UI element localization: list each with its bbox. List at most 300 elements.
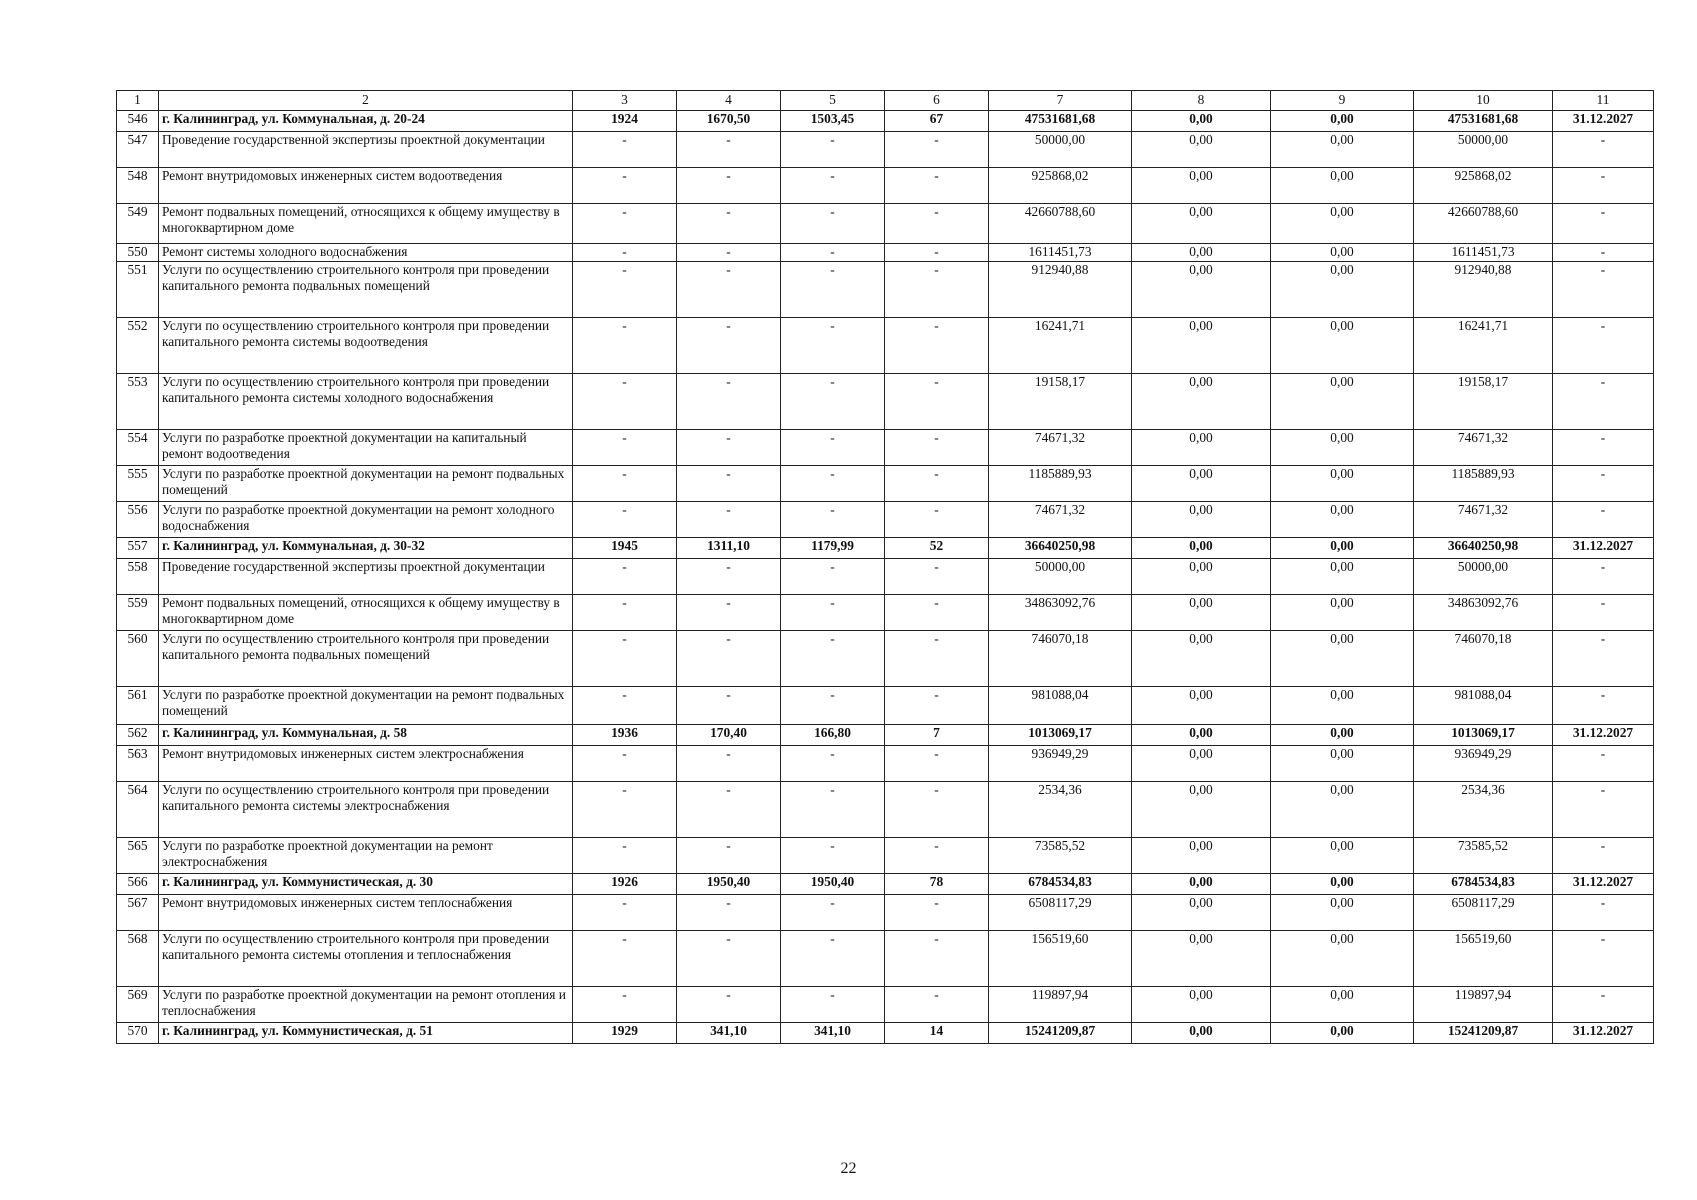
cell-c7: 119897,94	[989, 987, 1132, 1023]
row-name: Проведение государственной экспертизы проектной документации	[159, 559, 573, 595]
cell-c9: 0,00	[1271, 111, 1414, 132]
row-number: 568	[117, 931, 159, 987]
cell-c11: -	[1553, 931, 1654, 987]
cell-c4: -	[677, 132, 781, 168]
cell-c6: -	[885, 838, 989, 874]
cell-c10: 119897,94	[1414, 987, 1553, 1023]
row-number: 559	[117, 595, 159, 631]
cell-c5: -	[781, 782, 885, 838]
row-number: 549	[117, 204, 159, 244]
cell-c9: 0,00	[1271, 318, 1414, 374]
cell-c4: -	[677, 466, 781, 502]
cell-c11: -	[1553, 987, 1654, 1023]
cell-c4: -	[677, 430, 781, 466]
cell-c7: 912940,88	[989, 262, 1132, 318]
row-name: г. Калининград, ул. Коммунальная, д. 30-32	[159, 538, 573, 559]
cell-c10: 925868,02	[1414, 168, 1553, 204]
cell-c5: -	[781, 559, 885, 595]
row-name: Ремонт внутридомовых инженерных систем электроснабжения	[159, 746, 573, 782]
row-name: Ремонт подвальных помещений, относящихся к общему имуществу в многоквартирном доме	[159, 595, 573, 631]
cell-c11: -	[1553, 318, 1654, 374]
cell-c7: 15241209,87	[989, 1023, 1132, 1044]
column-number-row	[117, 91, 1654, 111]
cell-c3: -	[573, 168, 677, 204]
cell-c6: -	[885, 318, 989, 374]
cell-c9: 0,00	[1271, 502, 1414, 538]
cell-c8: 0,00	[1132, 782, 1271, 838]
col-header: 1	[117, 91, 159, 111]
cell-c4: -	[677, 168, 781, 204]
cell-c6: -	[885, 559, 989, 595]
cell-c11: 31.12.2027	[1553, 1023, 1654, 1044]
cell-c3: -	[573, 631, 677, 687]
cell-c6: -	[885, 204, 989, 244]
cell-c6: -	[885, 262, 989, 318]
cell-c7: 42660788,60	[989, 204, 1132, 244]
cell-c9: 0,00	[1271, 987, 1414, 1023]
cell-c5: 1503,45	[781, 111, 885, 132]
table-row	[117, 430, 1654, 466]
cell-c9: 0,00	[1271, 631, 1414, 687]
cell-c6: 67	[885, 111, 989, 132]
row-number: 564	[117, 782, 159, 838]
row-number: 550	[117, 244, 159, 262]
cell-c7: 50000,00	[989, 559, 1132, 595]
cell-c6: -	[885, 430, 989, 466]
cell-c3: -	[573, 746, 677, 782]
cell-c5: -	[781, 262, 885, 318]
cell-c11: -	[1553, 132, 1654, 168]
cell-c9: 0,00	[1271, 595, 1414, 631]
cell-c7: 19158,17	[989, 374, 1132, 430]
cell-c5: -	[781, 895, 885, 931]
table-row	[117, 132, 1654, 168]
row-number: 557	[117, 538, 159, 559]
cell-c6: 7	[885, 725, 989, 746]
table-row	[117, 987, 1654, 1023]
cell-c4: -	[677, 244, 781, 262]
row-number: 560	[117, 631, 159, 687]
row-name: Ремонт системы холодного водоснабжения	[159, 244, 573, 262]
cell-c4: -	[677, 204, 781, 244]
cell-c10: 936949,29	[1414, 746, 1553, 782]
cell-c11: -	[1553, 502, 1654, 538]
row-name: г. Калининград, ул. Коммунальная, д. 20-24	[159, 111, 573, 132]
cell-c11: -	[1553, 430, 1654, 466]
row-name: Услуги по осуществлению строительного контроля при проведении капитального ремонта системы холодного водоснабжения	[159, 374, 573, 430]
table-row	[117, 318, 1654, 374]
cell-c7: 16241,71	[989, 318, 1132, 374]
cell-c6: -	[885, 595, 989, 631]
cell-c5: -	[781, 244, 885, 262]
cell-c8: 0,00	[1132, 111, 1271, 132]
row-number: 565	[117, 838, 159, 874]
row-number: 567	[117, 895, 159, 931]
cell-c3: -	[573, 931, 677, 987]
row-name: Услуги по разработке проектной документации на ремонт подвальных помещений	[159, 687, 573, 725]
table-row	[117, 168, 1654, 204]
cell-c4: -	[677, 987, 781, 1023]
cell-c5: -	[781, 595, 885, 631]
cell-c4: -	[677, 782, 781, 838]
cell-c4: -	[677, 318, 781, 374]
cell-c3: 1926	[573, 874, 677, 895]
row-name: Услуги по осуществлению строительного контроля при проведении капитального ремонта системы отопления и теплоснабжения	[159, 931, 573, 987]
col-header: 11	[1553, 91, 1654, 111]
cell-c3: -	[573, 687, 677, 725]
cell-c5: -	[781, 204, 885, 244]
cell-c10: 2534,36	[1414, 782, 1553, 838]
table-row-address	[117, 111, 1654, 132]
table-row	[117, 262, 1654, 318]
cell-c10: 981088,04	[1414, 687, 1553, 725]
cell-c4: 170,40	[677, 725, 781, 746]
cell-c9: 0,00	[1271, 466, 1414, 502]
row-name: г. Калининград, ул. Коммунистическая, д. 51	[159, 1023, 573, 1044]
cell-c10: 19158,17	[1414, 374, 1553, 430]
table-row-address	[117, 538, 1654, 559]
table-row-address	[117, 874, 1654, 895]
table-row	[117, 782, 1654, 838]
cell-c10: 912940,88	[1414, 262, 1553, 318]
cell-c3: -	[573, 430, 677, 466]
row-name: Проведение государственной экспертизы проектной документации	[159, 132, 573, 168]
cell-c4: -	[677, 687, 781, 725]
cell-c8: 0,00	[1132, 262, 1271, 318]
cell-c9: 0,00	[1271, 262, 1414, 318]
row-number: 569	[117, 987, 159, 1023]
row-number: 547	[117, 132, 159, 168]
cell-c9: 0,00	[1271, 559, 1414, 595]
row-name: Услуги по разработке проектной документации на ремонт подвальных помещений	[159, 466, 573, 502]
row-name: Ремонт внутридомовых инженерных систем теплоснабжения	[159, 895, 573, 931]
cell-c10: 1611451,73	[1414, 244, 1553, 262]
cell-c10: 42660788,60	[1414, 204, 1553, 244]
cell-c11: -	[1553, 374, 1654, 430]
cell-c6: -	[885, 895, 989, 931]
cell-c9: 0,00	[1271, 244, 1414, 262]
cell-c11: -	[1553, 204, 1654, 244]
cell-c11: -	[1553, 466, 1654, 502]
cell-c11: 31.12.2027	[1553, 725, 1654, 746]
cell-c6: -	[885, 687, 989, 725]
cell-c5: -	[781, 318, 885, 374]
cell-c3: -	[573, 318, 677, 374]
cell-c8: 0,00	[1132, 538, 1271, 559]
table-row	[117, 746, 1654, 782]
cell-c11: -	[1553, 262, 1654, 318]
cell-c5: -	[781, 168, 885, 204]
cell-c7: 936949,29	[989, 746, 1132, 782]
table-row	[117, 204, 1654, 244]
cell-c9: 0,00	[1271, 1023, 1414, 1044]
row-name: Услуги по осуществлению строительного контроля при проведении капитального ремонта подвальных помещений	[159, 262, 573, 318]
row-number: 551	[117, 262, 159, 318]
cell-c7: 6508117,29	[989, 895, 1132, 931]
cell-c3: -	[573, 838, 677, 874]
cell-c11: 31.12.2027	[1553, 538, 1654, 559]
cell-c4: 1311,10	[677, 538, 781, 559]
cell-c9: 0,00	[1271, 204, 1414, 244]
cell-c5: 166,80	[781, 725, 885, 746]
cell-c4: -	[677, 595, 781, 631]
cell-c3: 1929	[573, 1023, 677, 1044]
cell-c3: -	[573, 132, 677, 168]
cell-c7: 2534,36	[989, 782, 1132, 838]
cell-c10: 16241,71	[1414, 318, 1553, 374]
cell-c8: 0,00	[1132, 931, 1271, 987]
cell-c7: 47531681,68	[989, 111, 1132, 132]
cell-c8: 0,00	[1132, 725, 1271, 746]
cell-c3: -	[573, 987, 677, 1023]
row-number: 555	[117, 466, 159, 502]
col-header: 8	[1132, 91, 1271, 111]
cell-c11: -	[1553, 687, 1654, 725]
capital-repair-table	[116, 90, 1654, 1044]
cell-c11: -	[1553, 782, 1654, 838]
cell-c5: -	[781, 502, 885, 538]
cell-c11: -	[1553, 168, 1654, 204]
cell-c4: 341,10	[677, 1023, 781, 1044]
cell-c7: 981088,04	[989, 687, 1132, 725]
cell-c5: -	[781, 374, 885, 430]
cell-c3: -	[573, 262, 677, 318]
cell-c5: -	[781, 132, 885, 168]
cell-c5: -	[781, 466, 885, 502]
col-header: 3	[573, 91, 677, 111]
cell-c8: 0,00	[1132, 631, 1271, 687]
cell-c8: 0,00	[1132, 687, 1271, 725]
cell-c4: -	[677, 746, 781, 782]
cell-c8: 0,00	[1132, 132, 1271, 168]
cell-c5: 1950,40	[781, 874, 885, 895]
cell-c8: 0,00	[1132, 244, 1271, 262]
cell-c10: 34863092,76	[1414, 595, 1553, 631]
cell-c6: -	[885, 244, 989, 262]
cell-c4: 1670,50	[677, 111, 781, 132]
cell-c10: 73585,52	[1414, 838, 1553, 874]
table-row	[117, 559, 1654, 595]
cell-c8: 0,00	[1132, 838, 1271, 874]
cell-c10: 1013069,17	[1414, 725, 1553, 746]
row-name: Услуги по разработке проектной документации на ремонт отопления и теплоснабжения	[159, 987, 573, 1023]
cell-c3: -	[573, 244, 677, 262]
row-number: 561	[117, 687, 159, 725]
row-name: Ремонт подвальных помещений, относящихся к общему имуществу в многоквартирном доме	[159, 204, 573, 244]
table-row	[117, 595, 1654, 631]
cell-c3: -	[573, 374, 677, 430]
row-name: Услуги по осуществлению строительного контроля при проведении капитального ремонта системы электроснабжения	[159, 782, 573, 838]
row-number: 556	[117, 502, 159, 538]
cell-c11: 31.12.2027	[1553, 111, 1654, 132]
cell-c6: -	[885, 168, 989, 204]
cell-c5: -	[781, 430, 885, 466]
cell-c6: -	[885, 782, 989, 838]
cell-c6: -	[885, 746, 989, 782]
cell-c6: -	[885, 631, 989, 687]
cell-c9: 0,00	[1271, 132, 1414, 168]
cell-c10: 15241209,87	[1414, 1023, 1553, 1044]
table-row	[117, 466, 1654, 502]
cell-c3: -	[573, 559, 677, 595]
cell-c6: 52	[885, 538, 989, 559]
row-number: 546	[117, 111, 159, 132]
cell-c10: 74671,32	[1414, 430, 1553, 466]
table-row-address	[117, 725, 1654, 746]
cell-c9: 0,00	[1271, 782, 1414, 838]
cell-c11: -	[1553, 746, 1654, 782]
cell-c9: 0,00	[1271, 430, 1414, 466]
cell-c4: -	[677, 262, 781, 318]
page-number: 22	[840, 1160, 857, 1177]
cell-c3: 1924	[573, 111, 677, 132]
cell-c6: 78	[885, 874, 989, 895]
row-name: Услуги по разработке проектной документации на ремонт электроснабжения	[159, 838, 573, 874]
cell-c3: -	[573, 895, 677, 931]
cell-c3: -	[573, 204, 677, 244]
row-number: 554	[117, 430, 159, 466]
cell-c8: 0,00	[1132, 874, 1271, 895]
cell-c6: -	[885, 132, 989, 168]
cell-c9: 0,00	[1271, 838, 1414, 874]
cell-c7: 74671,32	[989, 430, 1132, 466]
cell-c3: -	[573, 782, 677, 838]
cell-c8: 0,00	[1132, 374, 1271, 430]
table-row-address	[117, 1023, 1654, 1044]
cell-c11: -	[1553, 595, 1654, 631]
cell-c11: 31.12.2027	[1553, 874, 1654, 895]
cell-c4: -	[677, 931, 781, 987]
cell-c11: -	[1553, 838, 1654, 874]
cell-c5: -	[781, 931, 885, 987]
row-number: 566	[117, 874, 159, 895]
col-header: 2	[159, 91, 573, 111]
cell-c5: -	[781, 838, 885, 874]
cell-c7: 1013069,17	[989, 725, 1132, 746]
row-number: 552	[117, 318, 159, 374]
cell-c8: 0,00	[1132, 987, 1271, 1023]
cell-c8: 0,00	[1132, 895, 1271, 931]
row-name: Услуги по разработке проектной документации на капитальный ремонт водоотведения	[159, 430, 573, 466]
row-number: 548	[117, 168, 159, 204]
col-header: 10	[1414, 91, 1553, 111]
row-number: 563	[117, 746, 159, 782]
cell-c8: 0,00	[1132, 168, 1271, 204]
cell-c7: 156519,60	[989, 931, 1132, 987]
cell-c9: 0,00	[1271, 725, 1414, 746]
cell-c6: 14	[885, 1023, 989, 1044]
cell-c3: 1945	[573, 538, 677, 559]
table-row	[117, 687, 1654, 725]
cell-c10: 47531681,68	[1414, 111, 1553, 132]
col-header: 6	[885, 91, 989, 111]
table-row	[117, 631, 1654, 687]
cell-c9: 0,00	[1271, 687, 1414, 725]
cell-c10: 6784534,83	[1414, 874, 1553, 895]
cell-c4: -	[677, 374, 781, 430]
table-row	[117, 838, 1654, 874]
cell-c10: 36640250,98	[1414, 538, 1553, 559]
cell-c8: 0,00	[1132, 318, 1271, 374]
cell-c3: 1936	[573, 725, 677, 746]
cell-c6: -	[885, 987, 989, 1023]
cell-c11: -	[1553, 559, 1654, 595]
cell-c7: 73585,52	[989, 838, 1132, 874]
row-name: г. Калининград, ул. Коммунальная, д. 58	[159, 725, 573, 746]
cell-c4: 1950,40	[677, 874, 781, 895]
cell-c7: 50000,00	[989, 132, 1132, 168]
cell-c7: 74671,32	[989, 502, 1132, 538]
cell-c10: 6508117,29	[1414, 895, 1553, 931]
table-row	[117, 374, 1654, 430]
table-row	[117, 244, 1654, 262]
cell-c11: -	[1553, 895, 1654, 931]
cell-c7: 34863092,76	[989, 595, 1132, 631]
cell-c4: -	[677, 631, 781, 687]
cell-c4: -	[677, 895, 781, 931]
row-name: Услуги по осуществлению строительного контроля при проведении капитального ремонта подвальных помещений	[159, 631, 573, 687]
cell-c5: 341,10	[781, 1023, 885, 1044]
cell-c11: -	[1553, 631, 1654, 687]
cell-c10: 50000,00	[1414, 559, 1553, 595]
cell-c7: 36640250,98	[989, 538, 1132, 559]
col-header: 5	[781, 91, 885, 111]
cell-c3: -	[573, 595, 677, 631]
cell-c5: -	[781, 746, 885, 782]
row-name: Ремонт внутридомовых инженерных систем водоотведения	[159, 168, 573, 204]
cell-c7: 6784534,83	[989, 874, 1132, 895]
cell-c6: -	[885, 931, 989, 987]
row-name: Услуги по разработке проектной документации на ремонт холодного водоснабжения	[159, 502, 573, 538]
cell-c10: 746070,18	[1414, 631, 1553, 687]
cell-c8: 0,00	[1132, 746, 1271, 782]
cell-c9: 0,00	[1271, 538, 1414, 559]
col-header: 9	[1271, 91, 1414, 111]
cell-c10: 50000,00	[1414, 132, 1553, 168]
table-row	[117, 502, 1654, 538]
cell-c8: 0,00	[1132, 502, 1271, 538]
cell-c4: -	[677, 838, 781, 874]
cell-c9: 0,00	[1271, 931, 1414, 987]
document-page	[116, 90, 1653, 1044]
row-number: 570	[117, 1023, 159, 1044]
cell-c4: -	[677, 502, 781, 538]
cell-c5: -	[781, 631, 885, 687]
row-number: 558	[117, 559, 159, 595]
cell-c5: 1179,99	[781, 538, 885, 559]
cell-c9: 0,00	[1271, 374, 1414, 430]
cell-c8: 0,00	[1132, 559, 1271, 595]
cell-c3: -	[573, 466, 677, 502]
col-header: 7	[989, 91, 1132, 111]
cell-c7: 1185889,93	[989, 466, 1132, 502]
row-name: г. Калининград, ул. Коммунистическая, д. 30	[159, 874, 573, 895]
row-number: 553	[117, 374, 159, 430]
cell-c3: -	[573, 502, 677, 538]
cell-c8: 0,00	[1132, 1023, 1271, 1044]
cell-c7: 746070,18	[989, 631, 1132, 687]
cell-c9: 0,00	[1271, 746, 1414, 782]
cell-c10: 74671,32	[1414, 502, 1553, 538]
cell-c7: 1611451,73	[989, 244, 1132, 262]
cell-c5: -	[781, 687, 885, 725]
row-name: Услуги по осуществлению строительного контроля при проведении капитального ремонта системы водоотведения	[159, 318, 573, 374]
cell-c11: -	[1553, 244, 1654, 262]
cell-c6: -	[885, 502, 989, 538]
table-row	[117, 895, 1654, 931]
cell-c8: 0,00	[1132, 430, 1271, 466]
table-row	[117, 931, 1654, 987]
